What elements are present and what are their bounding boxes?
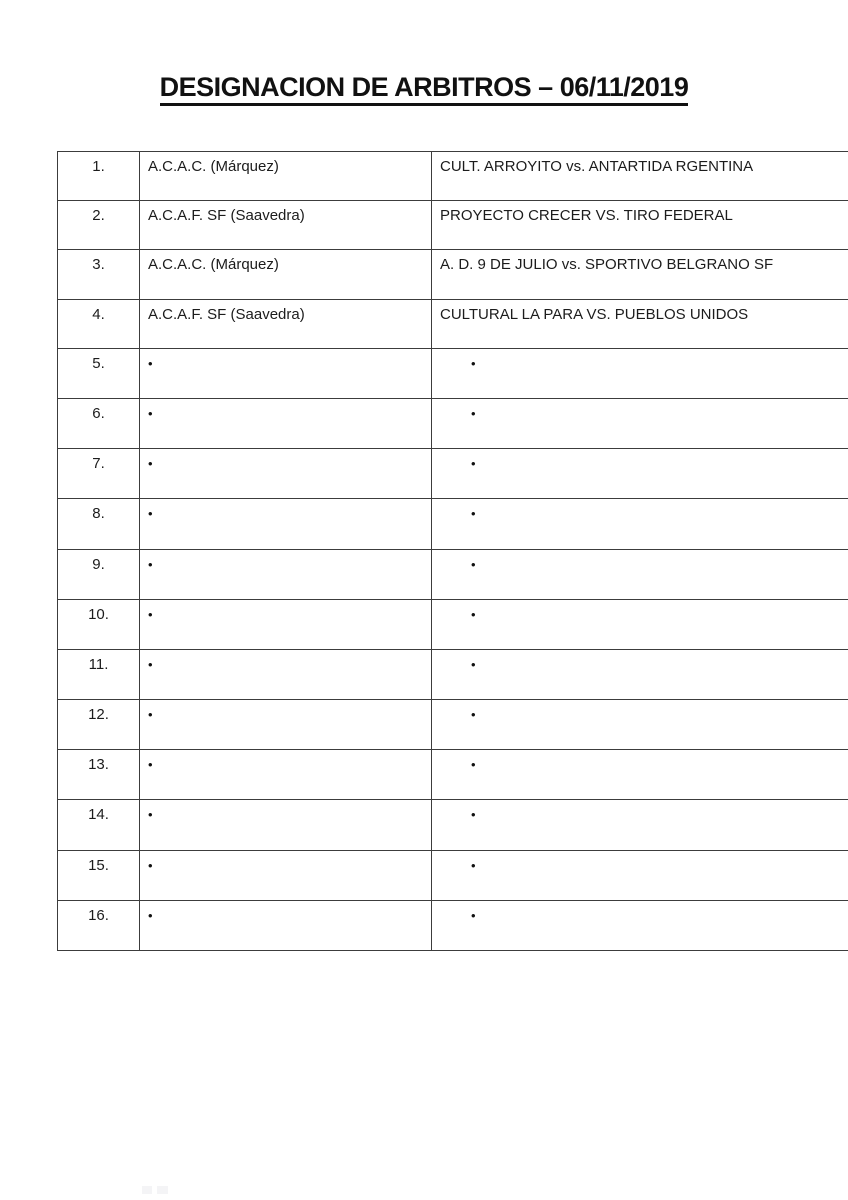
- table-row: [58, 700, 848, 750]
- match-cell: •: [432, 700, 848, 750]
- referee-cell: •: [140, 599, 432, 649]
- table-row: [58, 449, 848, 499]
- match-cell: •: [432, 750, 848, 800]
- table-row: [58, 549, 848, 599]
- footer-artifact: [142, 1186, 152, 1194]
- table-row: [58, 398, 848, 448]
- referee-cell: A.C.A.F. SF (Saavedra): [140, 201, 432, 250]
- table-row: [58, 201, 848, 250]
- referee-cell: •: [140, 700, 432, 750]
- referee-cell: •: [140, 348, 432, 398]
- match-cell: •: [432, 900, 848, 950]
- referee-cell: •: [140, 398, 432, 448]
- match-cell: •: [432, 549, 848, 599]
- match-cell: •: [432, 348, 848, 398]
- designations-table-body: [58, 152, 848, 951]
- referee-cell: •: [140, 649, 432, 699]
- footer-artifact: [157, 1186, 168, 1194]
- match-cell: •: [432, 850, 848, 900]
- page-title: [0, 0, 848, 104]
- row-number-cell: 11.: [58, 649, 140, 699]
- designations-table: [57, 151, 848, 951]
- match-cell: CULT. ARROYITO vs. ANTARTIDA RGENTINA: [432, 152, 848, 201]
- row-number-cell: 16.: [58, 900, 140, 950]
- page-title-text: DESIGNACION DE ARBITROS – 06/11/2019: [160, 72, 689, 106]
- table-row: [58, 499, 848, 549]
- referee-cell: •: [140, 549, 432, 599]
- table-row: [58, 800, 848, 850]
- row-number-cell: 4.: [58, 299, 140, 348]
- referee-cell: •: [140, 499, 432, 549]
- referee-cell: •: [140, 900, 432, 950]
- row-number-cell: 7.: [58, 449, 140, 499]
- match-cell: •: [432, 499, 848, 549]
- table-row: [58, 649, 848, 699]
- match-cell: •: [432, 599, 848, 649]
- row-number-cell: 14.: [58, 800, 140, 850]
- row-number-cell: 8.: [58, 499, 140, 549]
- match-cell: •: [432, 800, 848, 850]
- table-row: [58, 250, 848, 299]
- match-cell: •: [432, 449, 848, 499]
- match-cell: •: [432, 398, 848, 448]
- referee-cell: •: [140, 750, 432, 800]
- row-number-cell: 6.: [58, 398, 140, 448]
- row-number-cell: 1.: [58, 152, 140, 201]
- table-row: [58, 152, 848, 201]
- referee-cell: A.C.A.F. SF (Saavedra): [140, 299, 432, 348]
- table-row: [58, 900, 848, 950]
- row-number-cell: 15.: [58, 850, 140, 900]
- referee-cell: •: [140, 800, 432, 850]
- referee-cell: A.C.A.C. (Márquez): [140, 250, 432, 299]
- match-cell: A. D. 9 DE JULIO vs. SPORTIVO BELGRANO SF: [432, 250, 848, 299]
- row-number-cell: 3.: [58, 250, 140, 299]
- match-cell: •: [432, 649, 848, 699]
- row-number-cell: 5.: [58, 348, 140, 398]
- row-number-cell: 9.: [58, 549, 140, 599]
- referee-cell: A.C.A.C. (Márquez): [140, 152, 432, 201]
- row-number-cell: 13.: [58, 750, 140, 800]
- table-row: [58, 850, 848, 900]
- table-row: [58, 348, 848, 398]
- table-row: [58, 750, 848, 800]
- referee-cell: •: [140, 449, 432, 499]
- match-cell: CULTURAL LA PARA VS. PUEBLOS UNIDOS: [432, 299, 848, 348]
- row-number-cell: 10.: [58, 599, 140, 649]
- row-number-cell: 12.: [58, 700, 140, 750]
- row-number-cell: 2.: [58, 201, 140, 250]
- table-row: [58, 299, 848, 348]
- table-row: [58, 599, 848, 649]
- match-cell: PROYECTO CRECER VS. TIRO FEDERAL: [432, 201, 848, 250]
- referee-cell: •: [140, 850, 432, 900]
